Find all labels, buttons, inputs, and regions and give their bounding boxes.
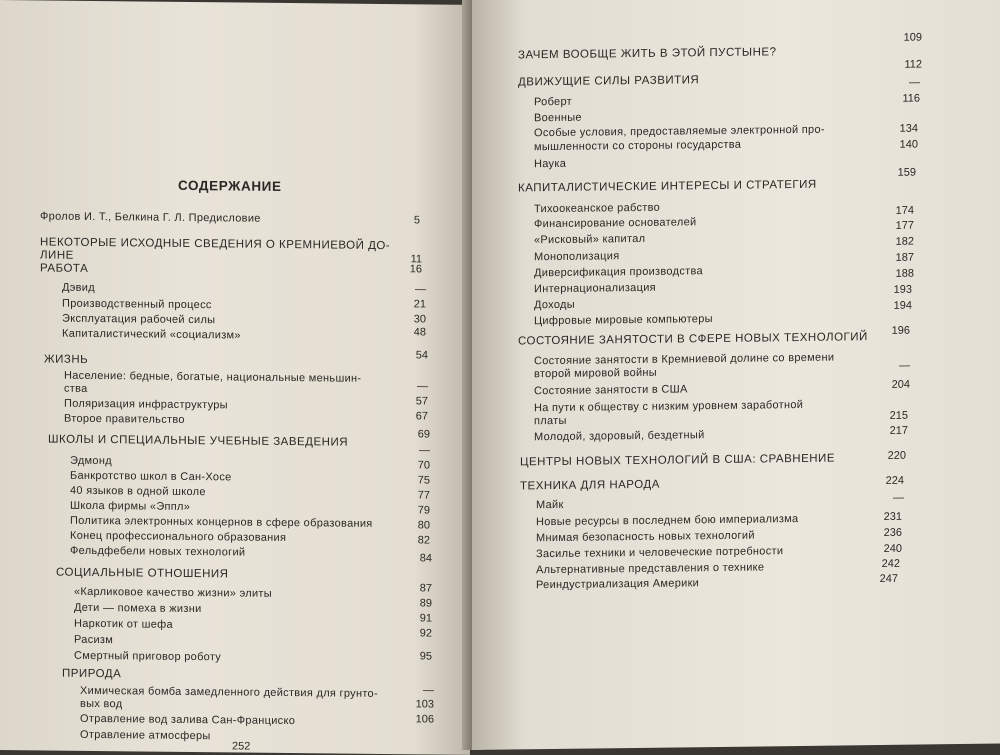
toc-entry: Цифровые мировые компьютеры bbox=[534, 313, 713, 328]
toc-page-number: 91 bbox=[419, 612, 432, 625]
toc-page-number: 134 bbox=[899, 122, 918, 135]
toc-page-number: 174 bbox=[895, 204, 914, 217]
toc-page-number: 84 bbox=[419, 552, 432, 565]
toc-entry: Доходы bbox=[534, 298, 575, 312]
toc-section: ШКОЛЫ И СПЕЦИАЛЬНЫЕ УЧЕБНЫЕ ЗАВЕДЕНИЯ bbox=[48, 433, 349, 449]
toc-page-number: 82 bbox=[417, 534, 430, 547]
toc-section: ЗАЧЕМ ВООБЩЕ ЖИТЬ В ЭТОЙ ПУСТЫНЕ? bbox=[518, 46, 777, 62]
toc-entry: мышленности со стороны государства bbox=[534, 138, 742, 154]
toc-page-number: 224 bbox=[885, 474, 904, 487]
toc-page-number: — bbox=[417, 380, 428, 393]
toc-entry: Дэвид bbox=[62, 281, 95, 294]
toc-page-number: 16 bbox=[409, 263, 422, 276]
toc-entry: Особые условия, предоставляемые электронной про- bbox=[534, 123, 825, 140]
toc-entry: «Рисковый» капитал bbox=[534, 232, 646, 247]
toc-entry: Состояние занятости в Кремниевой долине со времени bbox=[534, 351, 835, 368]
toc-page-number: 140 bbox=[899, 138, 918, 151]
toc-page-number: 54 bbox=[415, 349, 428, 362]
toc-entry: Эксплуатация рабочей силы bbox=[62, 312, 216, 327]
toc-entry: Новые ресурсы в последнем бою империализма bbox=[536, 513, 799, 529]
toc-page-number: 87 bbox=[419, 582, 432, 595]
toc-entry: второй мировой войны bbox=[534, 366, 658, 381]
toc-page-number: 236 bbox=[883, 526, 902, 539]
toc-entry: Дети — помеха в жизни bbox=[74, 601, 202, 616]
toc-entry: Майк bbox=[536, 498, 564, 512]
toc-page-number: 194 bbox=[893, 299, 912, 312]
toc-page-number: — bbox=[899, 359, 910, 372]
toc-page-number: 77 bbox=[417, 489, 430, 502]
toc-section: СОЦИАЛЬНЫЕ ОТНОШЕНИЯ bbox=[56, 566, 229, 581]
toc-page-number: 196 bbox=[891, 324, 910, 337]
toc-entry: Поляризация инфраструктуры bbox=[64, 397, 228, 412]
toc-entry: Банкротство школ в Сан-Хосе bbox=[70, 469, 232, 484]
toc-entry: Школа фирмы «Эппл» bbox=[70, 499, 191, 513]
toc-section: ЛИНЕ bbox=[40, 249, 74, 262]
toc-entry: Роберт bbox=[534, 95, 572, 109]
toc-entry: Капиталистический «социализм» bbox=[62, 327, 241, 342]
toc-section: КАПИТАЛИСТИЧЕСКИЕ ИНТЕРЕСЫ И СТРАТЕГИЯ bbox=[518, 178, 817, 195]
toc-page-number: 69 bbox=[417, 428, 430, 441]
toc-section: РАБОТА bbox=[40, 262, 89, 275]
toc-entry: Смертный приговор роботу bbox=[74, 649, 222, 664]
toc-page-number: 240 bbox=[883, 542, 902, 555]
toc-entry: Конец профессионального образования bbox=[70, 529, 287, 544]
toc-section: ПРИРОДА bbox=[62, 667, 122, 681]
toc-entry: платы bbox=[534, 414, 567, 428]
toc-page-number: 21 bbox=[413, 298, 426, 311]
toc-section: ДВИЖУЩИЕ СИЛЫ РАЗВИТИЯ bbox=[518, 74, 700, 89]
toc-entry: «Карликовое качество жизни» элиты bbox=[74, 585, 272, 600]
toc-entry: 40 языков в одной школе bbox=[70, 484, 206, 499]
toc-entry: Финансирование основателей bbox=[534, 216, 697, 231]
toc-page-number: 109 bbox=[903, 31, 922, 44]
toc-entry: На пути к обществу с низким уровнем заработной bbox=[534, 398, 804, 415]
toc-page-number: 95 bbox=[419, 650, 432, 663]
toc-section: НЕКОТОРЫЕ ИСХОДНЫЕ СВЕДЕНИЯ О КРЕМНИЕВОЙ ДО- bbox=[40, 236, 391, 253]
toc-page-number: — bbox=[893, 491, 904, 504]
toc-entry: Население: бедные, богатые, национальные меньшин- bbox=[64, 369, 362, 385]
toc-page-number: 67 bbox=[415, 410, 428, 423]
toc-section: СОСТОЯНИЕ ЗАНЯТОСТИ В СФЕРЕ НОВЫХ ТЕХНОЛОГИЙ bbox=[518, 331, 868, 348]
toc-entry: Фролов И. Т., Белкина Г. Л. Предисловие bbox=[40, 210, 261, 225]
toc-entry: Засилье техники и человеческие потребности bbox=[536, 545, 784, 561]
toc-page-number: 30 bbox=[413, 313, 426, 326]
toc-page-number: 75 bbox=[417, 474, 430, 487]
toc-page-number: 70 bbox=[417, 459, 430, 472]
toc-entry: Военные bbox=[534, 111, 582, 125]
toc-entry: ства bbox=[64, 382, 88, 395]
toc-entry: Расизм bbox=[74, 633, 114, 647]
toc-entry: Диверсификация производства bbox=[534, 265, 703, 280]
toc-page-number: 112 bbox=[904, 58, 922, 71]
toc-page-number: 215 bbox=[889, 409, 908, 422]
toc-entry: Наука bbox=[534, 157, 567, 171]
toc-page-number: 247 bbox=[879, 572, 898, 586]
toc-page-number: — bbox=[423, 684, 434, 697]
toc-page-number: 182 bbox=[895, 235, 914, 248]
toc-section: ЖИЗНЬ bbox=[44, 353, 89, 366]
toc-entry: Тихоокеанское рабство bbox=[534, 201, 661, 216]
toc-entry: Политика электронных концернов в сфере образования bbox=[70, 514, 373, 530]
toc-section: ТЕХНИКА ДЛЯ НАРОДА bbox=[520, 478, 660, 493]
toc-entry: Молодой, здоровый, бездетный bbox=[534, 429, 705, 444]
toc-page-number: 106 bbox=[415, 713, 434, 726]
toc-entry: вых вод bbox=[80, 697, 123, 711]
toc-page-number: 231 bbox=[883, 510, 902, 523]
toc-entry: Состояние занятости в США bbox=[534, 383, 688, 398]
toc-entry: Отравление атмосферы bbox=[80, 728, 211, 743]
toc-entry: Эдмонд bbox=[70, 454, 112, 468]
toc-page-number: 193 bbox=[893, 283, 912, 296]
toc-page-number: 159 bbox=[897, 166, 916, 179]
toc-section: ЦЕНТРЫ НОВЫХ ТЕХНОЛОГИЙ В США: СРАВНЕНИЕ bbox=[520, 452, 835, 469]
toc-page-number: — bbox=[415, 283, 426, 296]
page-folio: 252 bbox=[232, 740, 251, 753]
toc-entry: Отравление вод залива Сан-Франциско bbox=[80, 712, 296, 728]
toc-entry: Интернационализация bbox=[534, 281, 656, 296]
contents-heading: СОДЕРЖАНИЕ bbox=[178, 177, 282, 194]
toc-page-number: 48 bbox=[413, 326, 426, 339]
toc-page-number: — bbox=[909, 76, 920, 89]
toc-page-number: — bbox=[419, 444, 430, 457]
toc-page-number: 217 bbox=[889, 424, 908, 437]
left-page bbox=[0, 0, 470, 755]
toc-entry: Химическая бомба замедленного действия для грунто- bbox=[80, 684, 378, 700]
toc-entry: Второе правительство bbox=[64, 412, 185, 426]
toc-page-number: 116 bbox=[902, 92, 920, 105]
toc-page-number: 177 bbox=[895, 219, 914, 232]
toc-page-number: 188 bbox=[895, 267, 914, 280]
toc-page-number: 92 bbox=[419, 627, 432, 640]
toc-page-number: 89 bbox=[419, 597, 432, 610]
toc-page-number: 79 bbox=[417, 504, 430, 517]
toc-page-number: 103 bbox=[415, 698, 434, 711]
toc-entry: Производственный процесс bbox=[62, 297, 212, 312]
toc-page-number: 187 bbox=[895, 251, 914, 264]
toc-page-number: 5 bbox=[413, 214, 420, 227]
toc-page-number: 80 bbox=[417, 519, 430, 532]
toc-entry: Наркотик от шефа bbox=[74, 617, 173, 631]
toc-page-number: 242 bbox=[881, 557, 900, 570]
toc-entry: Альтернативные представления о технике bbox=[536, 561, 765, 577]
toc-page-number: 220 bbox=[887, 449, 906, 462]
toc-page-number: 57 bbox=[415, 395, 428, 408]
right-page bbox=[472, 0, 1000, 750]
toc-entry: Монополизация bbox=[534, 250, 620, 264]
toc-entry: Фельдфебели новых технологий bbox=[70, 544, 246, 559]
toc-page-number: 204 bbox=[891, 378, 910, 391]
toc-entry: Мнимая безопасность новых технологий bbox=[536, 529, 755, 545]
toc-entry: Реиндустриализация Америки bbox=[536, 577, 700, 592]
toc-page-number: 11 bbox=[410, 253, 422, 266]
